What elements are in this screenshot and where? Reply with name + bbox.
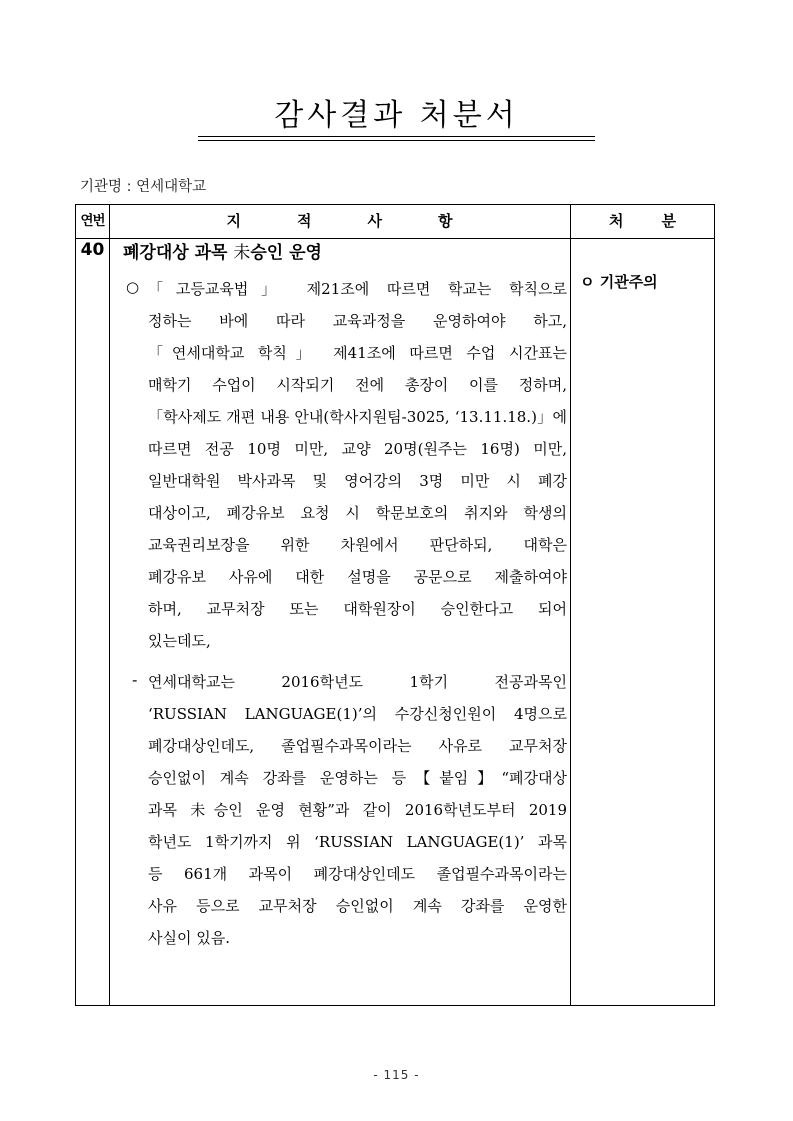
column-divider-no <box>109 205 110 1005</box>
paragraph-line: 「고등교육법」 제21조에 따르면 학교는 학칙으로 <box>148 280 567 298</box>
paragraph-line: 폐강유보 사유에 대한 설명을 공문으로 제출하여야 <box>148 568 567 586</box>
paragraph-line: 사유 등으로 교무처장 승인없이 계속 강좌를 운영한 <box>148 897 567 915</box>
paragraph-line: 과목 未승인 운영 현황”과 같이 2016학년도부터 2019 <box>148 801 567 819</box>
paragraph-line: 「연세대학교 학칙」 제41조에 따르면 수업 시간표는 <box>148 344 567 362</box>
findings-table <box>75 204 715 1006</box>
header-disposition-char: 처 <box>609 212 624 230</box>
paragraph-line: 사실이 있음. <box>148 929 230 947</box>
header-disposition-char: 분 <box>661 212 676 230</box>
row-number: 40 <box>80 240 105 260</box>
paragraph-line: 연세대학교는 2016학년도 1학기 전공과목인 <box>148 673 567 691</box>
header-finding-char: 항 <box>438 212 453 230</box>
finding-title-part: 폐강대상 과목 <box>123 243 234 263</box>
agency-name: 기관명 : 연세대학교 <box>80 179 207 195</box>
header-finding <box>109 205 570 238</box>
paragraph-dash: - <box>132 671 138 689</box>
paragraph-bullet: ○ <box>126 278 140 296</box>
column-divider-disposition <box>570 205 571 1005</box>
title-underline <box>198 136 595 137</box>
paragraph-line: 교육권리보장을 위한 차원에서 판단하되, 대학은 <box>148 536 567 554</box>
paragraph-line: 대상이고, 폐강유보 요청 시 학문보호의 취지와 학생의 <box>148 504 567 522</box>
paragraph-line: 「학사제도 개편 내용 안내(학사지원팀-3025, ‘13.11.18.)」에 <box>148 408 567 426</box>
document-title: 감사결과 처분서 <box>274 98 519 133</box>
paragraph-line: 폐강대상인데도, 졸업필수과목이라는 사유로 교무처장 <box>148 737 567 755</box>
paragraph-line: 승인없이 계속 강좌를 운영하는 등【붙임】“폐강대상 <box>148 769 567 787</box>
paragraph-line: 등 661개 과목이 폐강대상인데도 졸업필수과목이라는 <box>148 865 567 883</box>
paragraph-line: 하며, 교무처장 또는 대학원장이 승인한다고 되어 <box>148 600 567 618</box>
header-no: 연번 <box>80 213 105 229</box>
header-finding-char: 지 <box>226 212 241 230</box>
disposition-text: ㅇ 기관주의 <box>580 273 658 291</box>
paragraph-line: 따르면 전공 10명 미만, 교양 20명(원주는 16명) 미만, <box>148 440 567 458</box>
header-disposition <box>570 205 715 238</box>
finding-title-part: 승인 운영 <box>250 243 322 263</box>
finding-title <box>123 238 322 263</box>
paragraph-line: 정하는 바에 따라 교육과정을 운영하여야 하고, <box>148 312 567 330</box>
header-finding-char: 적 <box>297 212 312 230</box>
title-underline-second <box>198 140 595 141</box>
paragraph-line: 있는데도, <box>148 632 211 650</box>
page-number: - 115 - <box>373 1068 420 1082</box>
paragraph-line: 일반대학원 박사과목 및 영어강의 3명 미만 시 폐강 <box>148 472 567 490</box>
finding-title-kanji: 未 <box>233 243 251 263</box>
paragraph-line: ‘RUSSIAN LANGUAGE(1)’의 수강신청인원이 4명으로 <box>148 705 567 723</box>
paragraph-line: 학년도 1학기까지 위 ‘RUSSIAN LANGUAGE(1)’ 과목 <box>148 833 567 851</box>
header-finding-char: 사 <box>367 212 382 230</box>
paragraph-line: 매학기 수업이 시작되기 전에 총장이 이를 정하며, <box>148 376 567 394</box>
